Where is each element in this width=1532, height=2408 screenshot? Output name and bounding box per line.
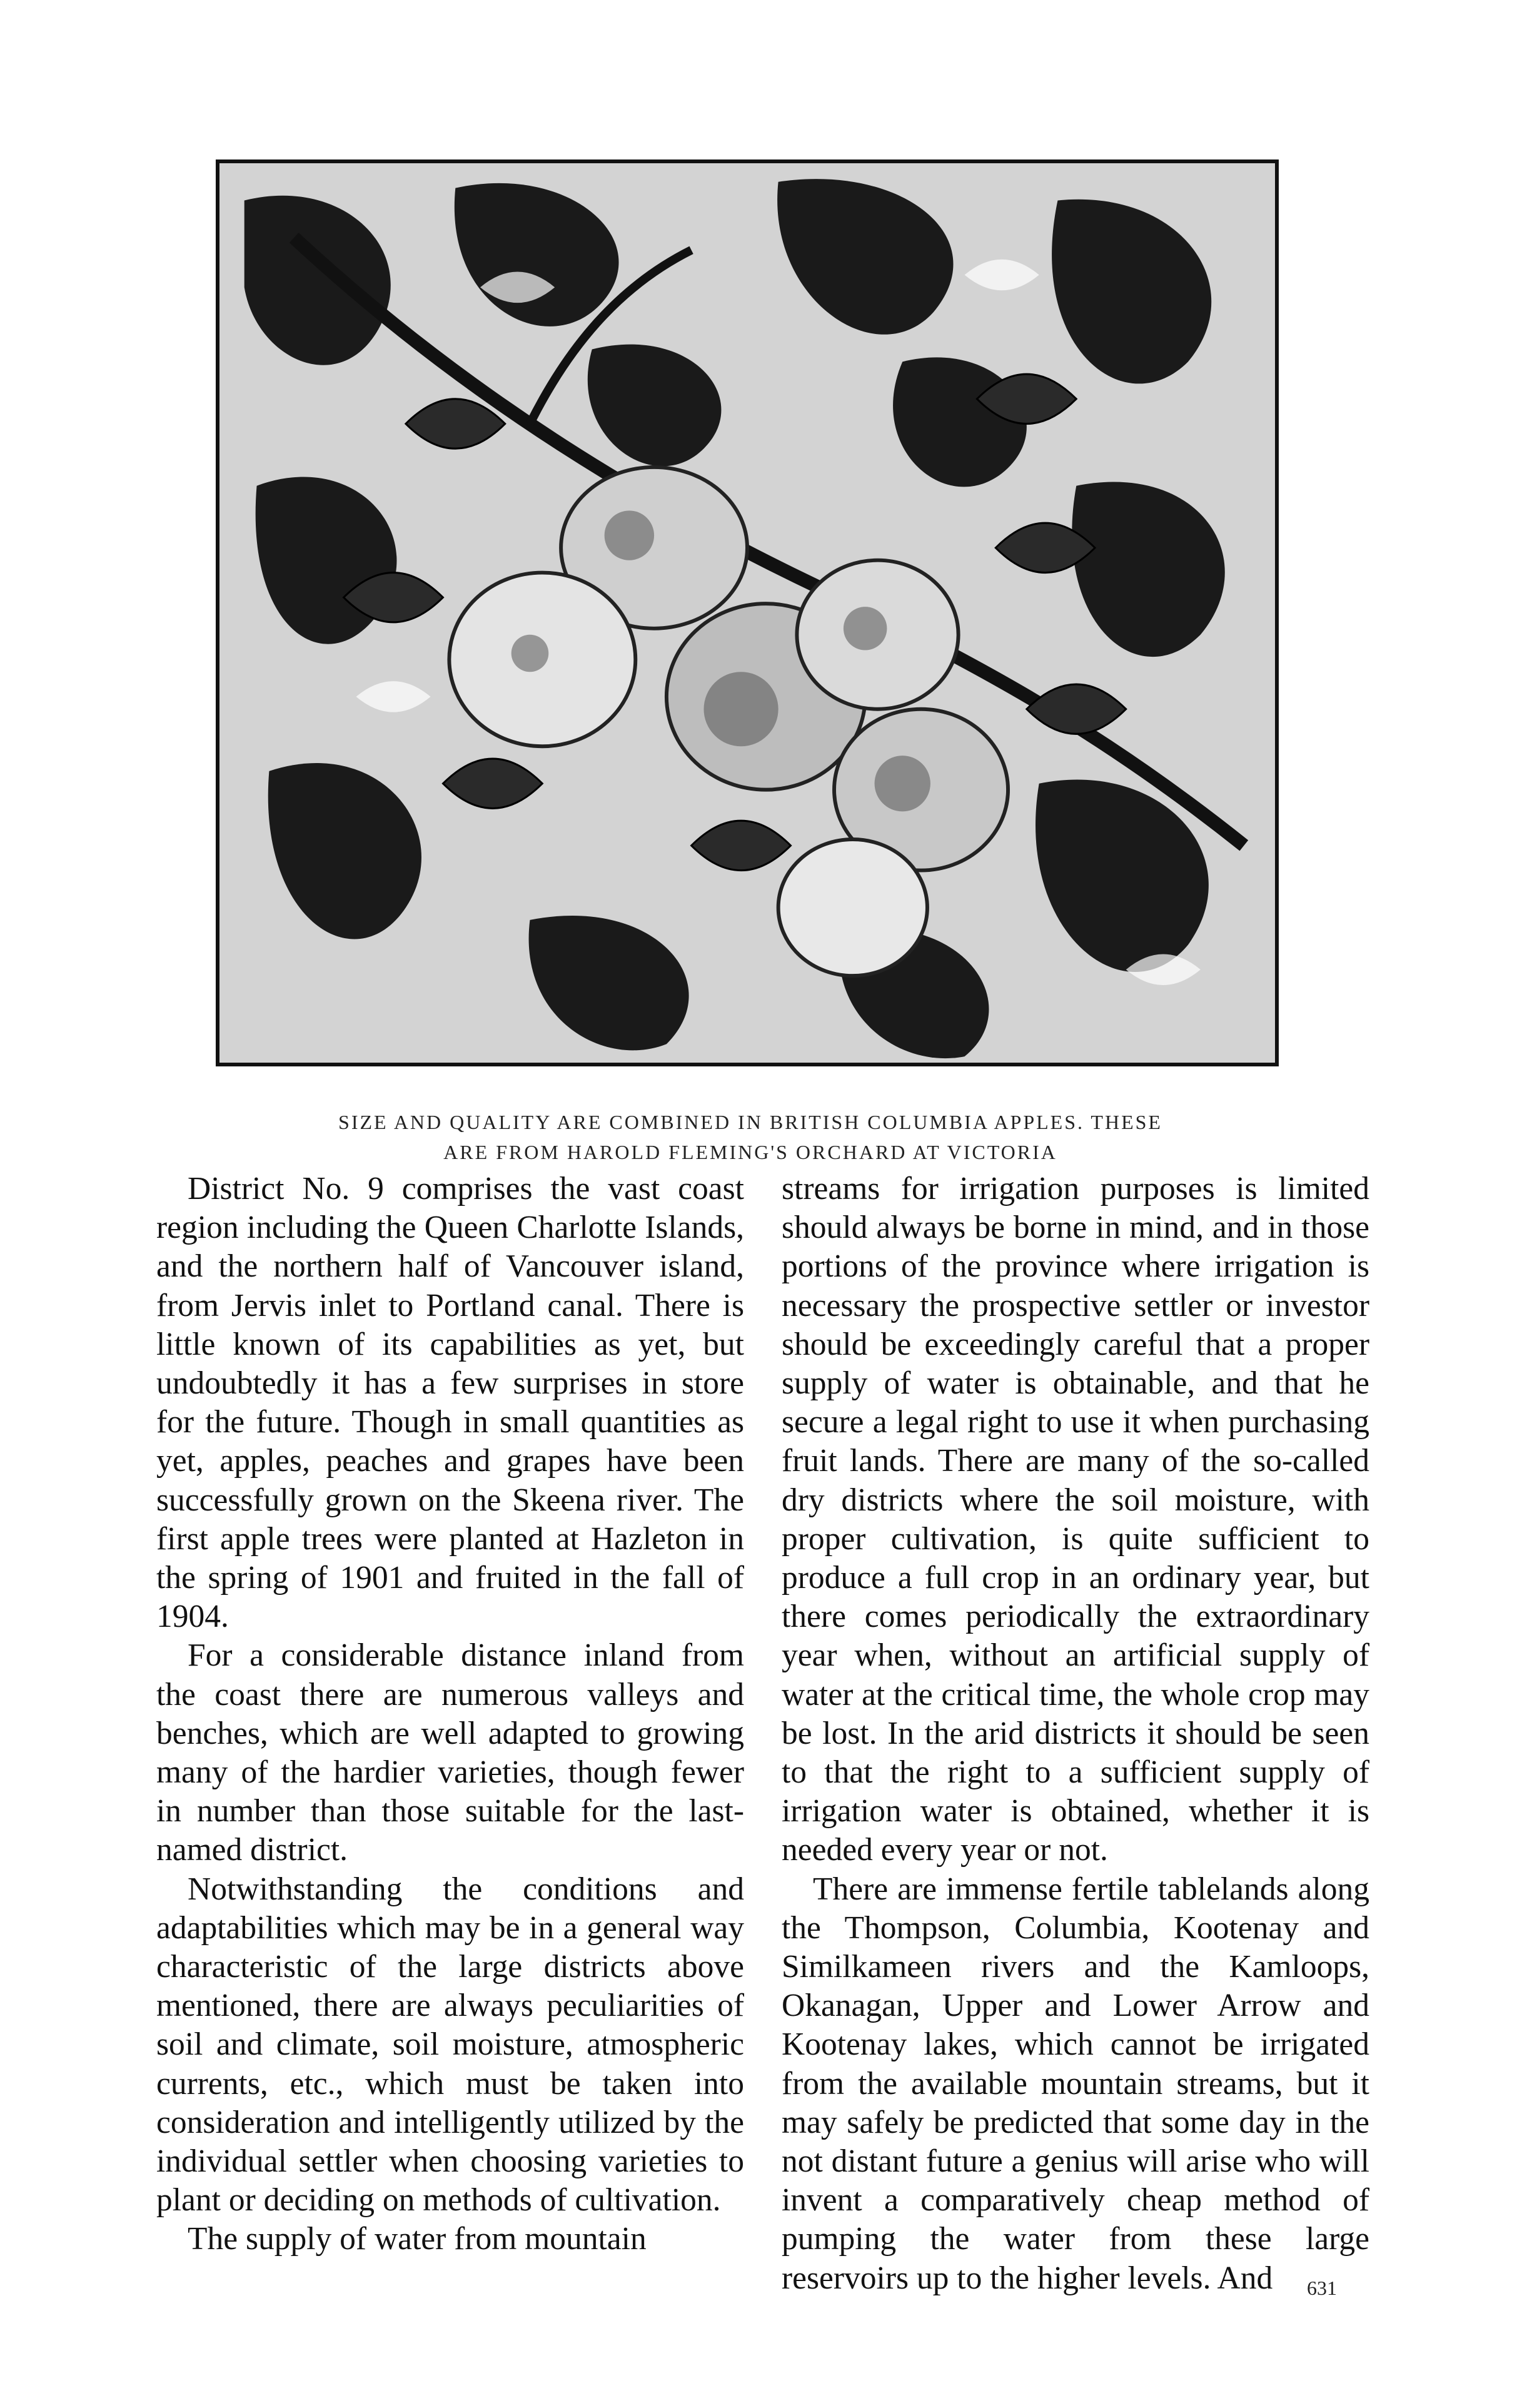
paragraph-local-conditions: Notwithstanding the conditions and adaptabilities which may be in a general way characteristic of the large districts above mentioned, there are always peculiarities of soil and climate, soil moisture, atmospheric currents, etc., which must be taken into consideration and intelligently utilized by the individual settler when choosing varieties to plant or deciding on methods of cultivation.: [156, 1871, 744, 2218]
apple-orchard-illustration: [219, 163, 1275, 1063]
paragraph-district-9: District No. 9 comprises the vast coast region including the Queen Charlotte Islands, and the northern half of Vancouver island, from Jervis inlet to Portland canal. There is little known of its capabilities as yet, but undoubtedly it has a few surprises in store for the future. Though in small quantities as yet, apples, peaches and grapes have been successfully grown on the Skeena river. The first apple trees were planted at Hazleton in the spring of 1901 and fruited in the fall of 1904.: [156, 1171, 744, 1635]
photo-caption: [188, 1107, 1313, 1167]
left-column: [156, 1170, 744, 2259]
right-column: [782, 1170, 1369, 2298]
caption-line-1: SIZE AND QUALITY ARE COMBINED IN BRITISH COLUMBIA APPLES. THESE: [338, 1111, 1162, 1133]
caption-line-2: ARE FROM HAROLD FLEMING'S ORCHARD AT VICTORIA: [443, 1141, 1057, 1163]
paragraph-tablelands: There are immense fertile tablelands along the Thompson, Columbia, Kootenay and Similkameen rivers and the Kamloops, Okanagan, Upper and Lower Arrow and Kootenay lakes, which cannot be irrigated from the available mountain streams, but it may safely be predicted that some day in the not distant future a genius will arise who will invent a comparatively cheap method of pumping the water from these large reservoirs up to the higher levels. And: [782, 1871, 1369, 2296]
paragraph-irrigation: streams for irrigation purposes is limited should always be borne in mind, and in those portions of the province where irrigation is necessary the prospective settler or investor should be exceedingly careful that a proper supply of water is obtainable, and that he secure a legal right to use it when purchasing fruit lands. There are many of the so-called dry districts where the soil moisture, with proper cultivation, is quite sufficient to produce a full crop in an ordinary year, but there comes periodically the extraordinary year when, without an artificial supply of water at the critical time, the whole crop may be lost. In the arid districts it should be seen to that the right to a sufficient supply of irrigation water is obtained, whether it is needed every year or not.: [782, 1171, 1369, 1868]
apple-photo: [216, 159, 1279, 1066]
paragraph-inland-valleys: For a considerable distance inland from the coast there are numerous valleys and benches, which are well adapted to growing many of the hardier varieties, though fewer in number than those suitable for the last-named district.: [156, 1637, 744, 1868]
paragraph-water-supply-start: The supply of water from mountain: [188, 2221, 647, 2257]
page-number: 631: [1307, 2277, 1337, 2299]
